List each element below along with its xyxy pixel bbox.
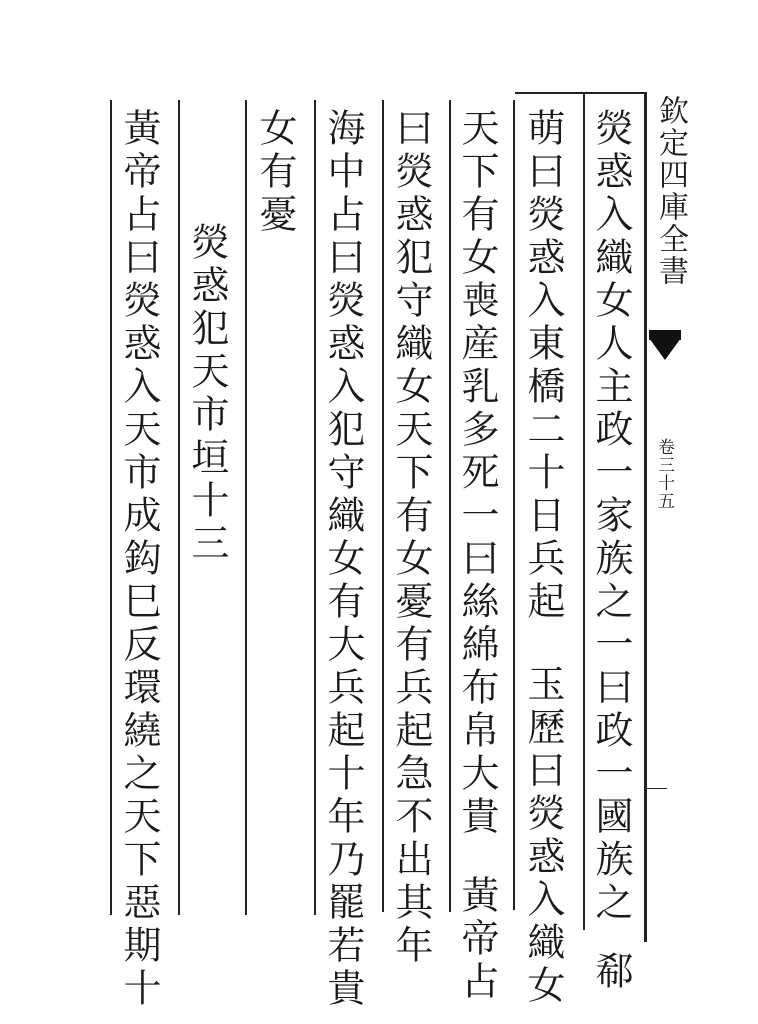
text-column-6	[253, 108, 297, 237]
column-6-main: 女有憂	[253, 108, 297, 237]
column-divider-6	[245, 100, 247, 915]
text-column-8	[117, 108, 161, 1011]
text-column-7	[185, 222, 229, 566]
text-column-1	[589, 108, 633, 994]
column-divider-1	[583, 92, 585, 930]
column-divider-7	[178, 100, 180, 915]
fish-tail-mark-point	[649, 338, 681, 360]
column-divider-5	[314, 100, 316, 915]
volume-label: 卷三十五	[654, 438, 674, 510]
column-3-tail: 黃帝占	[455, 875, 499, 1004]
column-5-main: 海中占曰熒惑入犯守織女有大兵起十年乃罷若貴	[321, 108, 365, 1011]
column-divider-4	[382, 100, 384, 912]
column-1-main: 熒惑入織女人主政一家族之一曰政一國族之	[589, 108, 633, 925]
text-column-3	[455, 108, 499, 1004]
column-1-tail: 郗	[589, 951, 633, 994]
column-divider-8	[110, 100, 112, 915]
outer-border-right	[644, 92, 647, 942]
column-4-main: 曰熒惑犯守織女天下有女憂有兵起急不出其年	[389, 108, 433, 968]
column-divider-3	[449, 100, 451, 912]
column-7-main: 熒惑犯天市垣十三	[185, 222, 229, 566]
top-border	[515, 92, 647, 94]
column-2-main: 萌曰熒惑入東橋二十日兵起	[521, 108, 565, 624]
column-divider-2	[513, 100, 515, 910]
margin-tick	[647, 788, 667, 789]
column-8-main: 黃帝占曰熒惑入天市成鈎巳反環繞之天下惡期十	[117, 108, 161, 1011]
column-3-main: 天下有女喪産乳多死一曰絲綿布帛大貴	[455, 108, 499, 839]
text-column-4	[389, 108, 433, 968]
text-column-2	[521, 108, 565, 1008]
column-2-tail: 玉歷曰熒惑入織女	[521, 664, 565, 1008]
text-column-5	[321, 108, 365, 1011]
book-title-margin: 欽定四庫全書	[653, 95, 688, 287]
